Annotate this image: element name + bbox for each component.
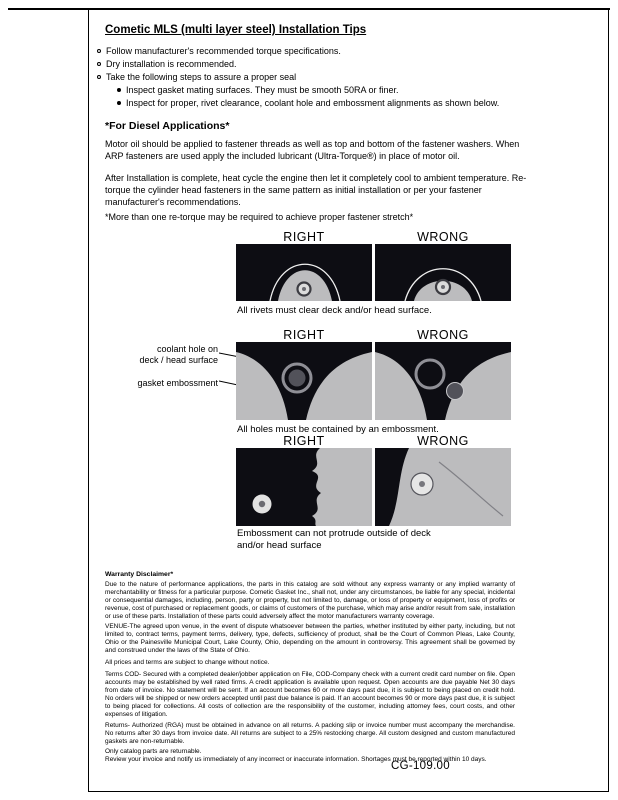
diesel-applications-heading: *For Diesel Applications*	[105, 120, 230, 132]
gasket-body	[236, 448, 321, 526]
right-column-label: RIGHT	[283, 434, 325, 448]
embossment-caption: Embossment can not protrude outside of deck and/or head surface	[237, 528, 431, 551]
diagram-hole-embossment-wrong	[375, 342, 511, 420]
coolant-hole-label-line1: coolant hole on	[156, 344, 218, 354]
warranty-paragraph: Only catalog parts are returnable.	[105, 748, 202, 755]
holes-caption: All holes must be contained by an embossment.	[237, 424, 439, 435]
warranty-paragraph: VENUE-The agreed upon venue, in the event of dispute whatsoever between the parties, whether instituted by either party, including, but not limited to, contract terms, payment terms, delivery, type, defects, sufficiency of product, shall be the Court of Common Pleas, Lake County, Ohio or the Painesville Municipal Court, Lake County, Ohio, depending on the amount in controversy. This agreement shall be governed by and construed under the laws of the State of Ohio.	[105, 623, 515, 654]
rivet-center	[441, 285, 445, 289]
right-column-label: RIGHT	[283, 328, 325, 342]
rivet-caption: All rivets must clear deck and/or head surface.	[237, 305, 432, 316]
warranty-heading: Warranty Disclaimer*	[105, 571, 174, 578]
diesel-paragraph-1: Motor oil should be applied to fastener threads as well as top and bottom of the fastener washers. When ARP fasteners are used apply the included lubricant (Ultra-Torque®) in place of motor oil.	[105, 139, 520, 161]
bullet-item	[97, 59, 237, 69]
diesel-paragraph-2: After Installation is complete, heat cycle the engine then let it completely cool to ambient temperature. Re-torque the cylinder head fasteners in the same pattern as initial installation or per your fastener manufacturer's recommendations.	[105, 173, 527, 207]
wrong-column-label: WRONG	[417, 434, 469, 448]
coolant-hole	[447, 383, 464, 400]
diagram-embossment-protrude-wrong	[375, 448, 511, 526]
sub-bullet-item	[117, 85, 398, 95]
warranty-paragraph: All prices and terms are subject to change without notice.	[105, 659, 270, 666]
warranty-paragraph: Due to the nature of performance applications, the parts in this catalog are sold without any express warranty or any implied warranty of merchantability or fitness for a particular purpose. Cometic Gasket Inc., shall not, under any circumstances, be liable for any special, incidental or consequential damages, including, person, party or property, but not limited to, damage, or loss of property or equipment, loss of profits or revenue, cost of purchased or replacement goods, or claims of customers of the purchase, which may arise and/or result from sale, installation or use of these parts. Installation of these parts could adversely affect the motor manufacturers warranty coverage.	[105, 581, 515, 620]
sub-bullet-item	[117, 98, 499, 108]
coolant-hole	[289, 370, 306, 387]
dot-bullet-icon	[117, 101, 121, 105]
bolt-hole-center	[259, 501, 265, 507]
circle-bullet-icon	[97, 49, 101, 53]
coolant-hole-label-line2: deck / head surface	[139, 354, 218, 365]
warranty-paragraph: Terms COD- Secured with a completed dealer/jobber application on File, COD-Company check with a current credit card number on file. Open accounts may be established by well rated firms. A credit application is available upon request. Open accounts are due payable Net 30 days from date of invoice. No statement will be sent. If an account becomes 60 or more days past due, it is subject to being placed on credit hold. No orders will be shipped or new orders accepted until past due balance is paid. If an account becomes 90 or more days past due, it is subject to being placed for collections. All costs of collection are the responsibility of the customer, including attorney fees, court costs, and other expenses of litigation.	[105, 671, 515, 718]
circle-bullet-icon	[97, 62, 101, 66]
bullet-text: Follow manufacturer's recommended torque specifications.	[106, 46, 341, 56]
right-column-label: RIGHT	[283, 230, 325, 244]
page-title: Cometic MLS (multi layer steel) Installation Tips	[105, 24, 367, 36]
diagram-rivet-clearance-wrong	[375, 244, 511, 301]
bullet-text: Take the following steps to assure a proper seal	[106, 72, 297, 82]
coolant-hole-label	[106, 344, 218, 365]
dot-bullet-icon	[117, 88, 121, 92]
diagram-rivet-clearance-right	[236, 244, 372, 301]
page-code: CG-109.00	[391, 760, 450, 772]
warranty-paragraph: Review your invoice and notify us immediately of any incorrect or inaccurate information. Shortages must be reported within 10 days.	[105, 756, 487, 763]
retorque-note: *More than one re-torque may be required to achieve proper fastener stretch*	[105, 212, 414, 222]
bullet-text: Inspect for proper, rivet clearance, coolant hole and embossment alignments as shown below.	[126, 98, 500, 108]
wrong-column-label: WRONG	[417, 230, 469, 244]
wrong-column-label: WRONG	[417, 328, 469, 342]
bullet-item	[97, 46, 341, 56]
circle-bullet-icon	[97, 75, 101, 79]
gasket-embossment-label: gasket embossment	[137, 378, 218, 388]
bullet-text: Dry installation is recommended.	[106, 59, 237, 69]
warranty-paragraph: Returns- Authorized (RGA) must be obtained in advance on all returns. A packing slip or invoice number must accompany the merchandise. No returns after 30 days from invoice date. All returns are subject to a 25% restocking charge. All custom designed and custom manufactured gaskets are non-returnable.	[105, 722, 515, 745]
bullet-item	[97, 72, 296, 82]
rivet-center	[302, 287, 306, 291]
bolt-hole-center	[419, 481, 425, 487]
diagram-hole-embossment-right	[236, 342, 372, 420]
diagram-embossment-protrude-right	[236, 448, 372, 526]
bullet-text: Inspect gasket mating surfaces. They must be smooth 50RA or finer.	[126, 85, 399, 95]
